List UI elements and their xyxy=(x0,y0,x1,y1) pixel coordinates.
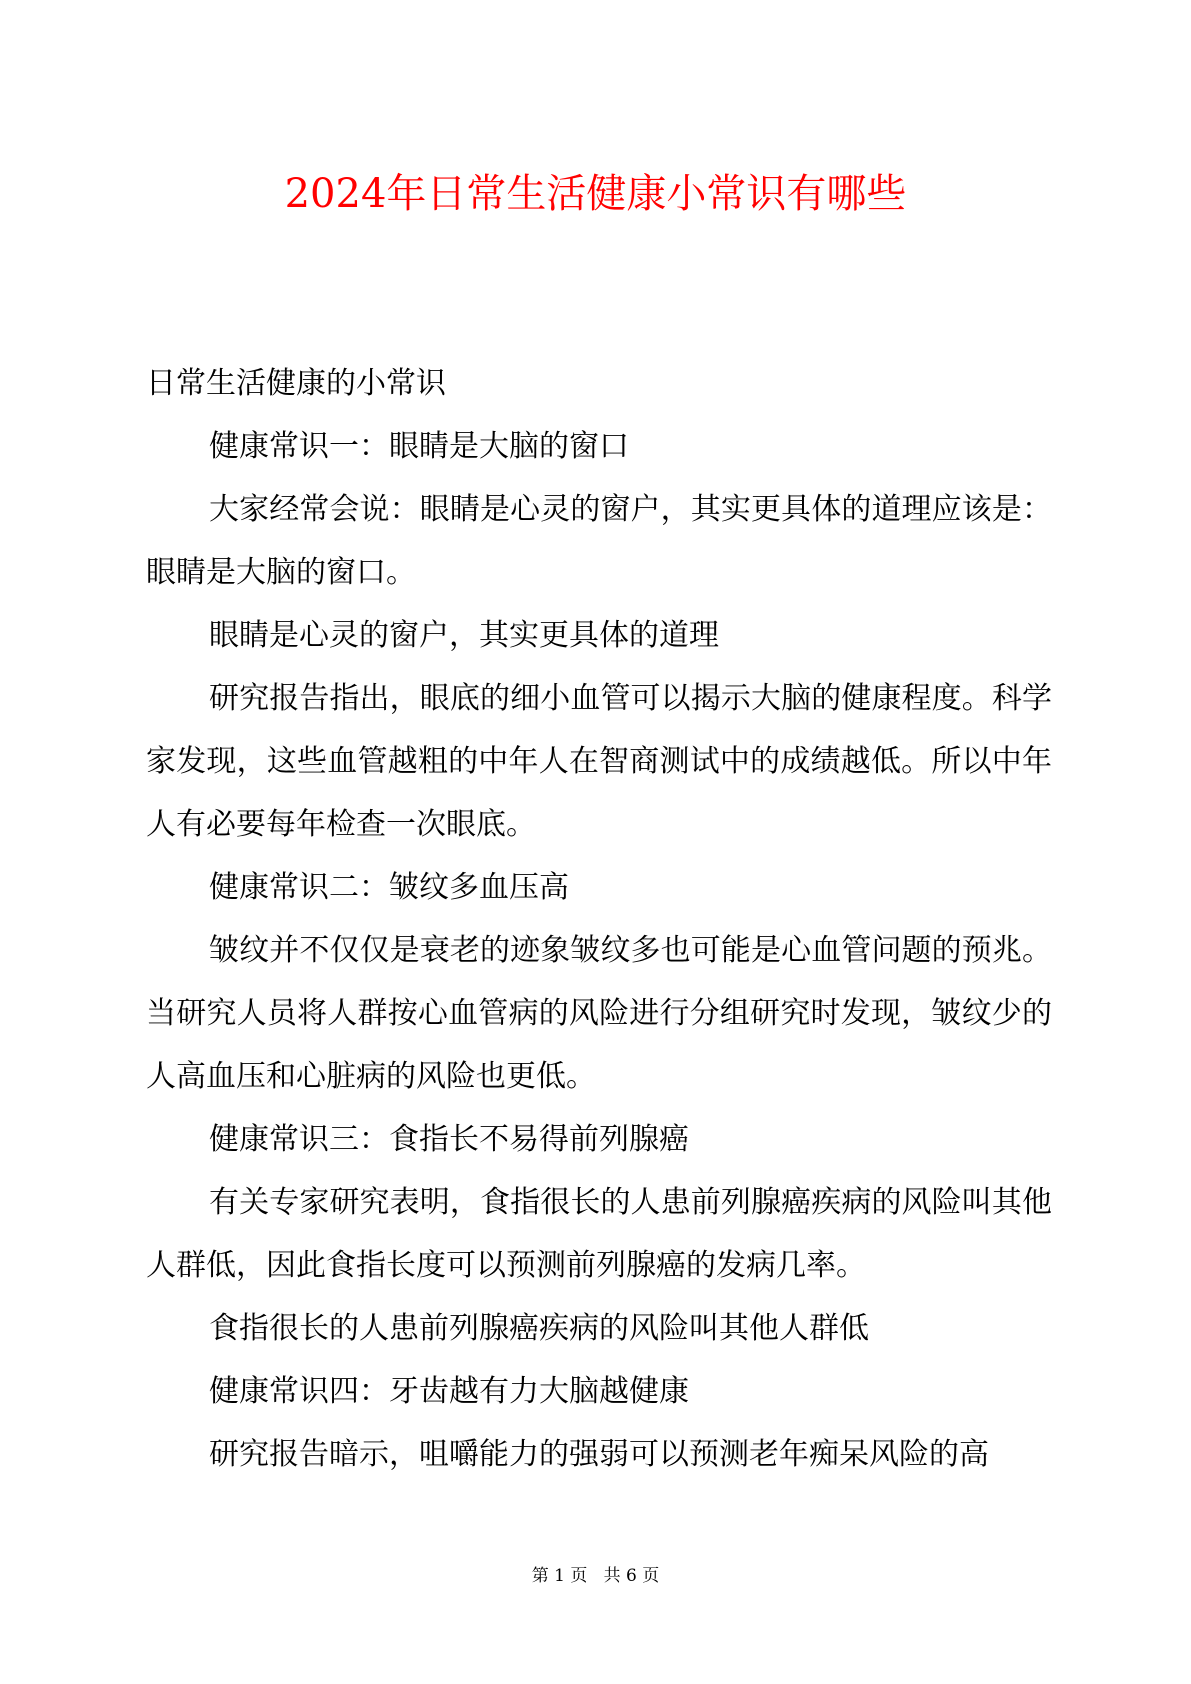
body-paragraph: 大家经常会说：眼睛是心灵的窗户，其实更具体的道理应该是：眼睛是大脑的窗口。 xyxy=(146,492,1052,590)
body-paragraph: 研究报告暗示，咀嚼能力的强弱可以预测老年痴呆风险的高 xyxy=(209,1437,989,1472)
body-paragraph: 日常生活健康的小常识 xyxy=(146,366,446,401)
section-heading: 健康常识三：食指长不易得前列腺癌 xyxy=(209,1122,689,1157)
document-title: 2024年日常生活健康小常识有哪些 xyxy=(284,171,907,217)
section-heading: 健康常识二：皱纹多血压高 xyxy=(209,870,569,905)
document-body xyxy=(146,352,1052,1486)
body-paragraph: 食指很长的人患前列腺癌疾病的风险叫其他人群低 xyxy=(209,1311,869,1346)
body-paragraph: 眼睛是心灵的窗户，其实更具体的道理 xyxy=(209,618,719,653)
page-number: 第 1 页 共 6 页 xyxy=(531,1566,660,1586)
body-paragraph: 皱纹并不仅仅是衰老的迹象皱纹多也可能是心血管问题的预兆。当研究人员将人群按心血管病的风险进行分组研究时发现，皱纹少的人高血压和心脏病的风险也更低。 xyxy=(146,933,1052,1094)
body-paragraph: 研究报告指出，眼底的细小血管可以揭示大脑的健康程度。科学家发现，这些血管越粗的中年人在智商测试中的成绩越低。所以中年人有必要每年检查一次眼底。 xyxy=(146,681,1052,842)
section-heading: 健康常识一：眼睛是大脑的窗口 xyxy=(209,429,629,464)
body-paragraph: 有关专家研究表明，食指很长的人患前列腺癌疾病的风险叫其他人群低，因此食指长度可以预测前列腺癌的发病几率。 xyxy=(146,1185,1052,1283)
section-heading: 健康常识四：牙齿越有力大脑越健康 xyxy=(209,1374,689,1409)
